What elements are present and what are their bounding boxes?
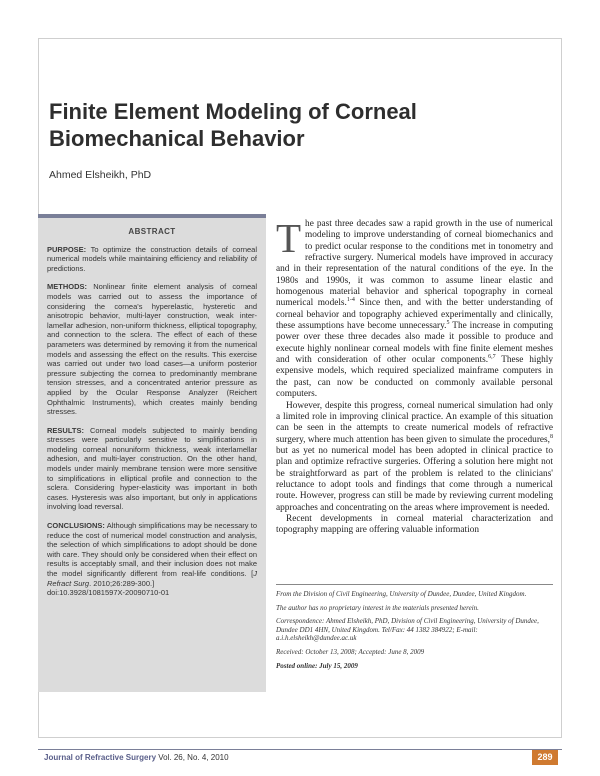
conclusions-label: CONCLUSIONS: xyxy=(47,521,105,531)
results-text: Corneal models subjected to mainly bending stresses were particularly sensitive to simplifications in modeling corneal nonuniform thickness, weak interlamellar adhesion, and multi-layer construction. On the other hand, models under mainly membrane tension were more sensitive to simplifications in elliptical profile and connection to the sclera. Considering hyper-elasticity was important in both cases. Hysteresis was also important, but only in applications involving load reversal. xyxy=(47,425,257,512)
footer-rule xyxy=(38,749,562,750)
purpose-label: PURPOSE: xyxy=(47,244,87,254)
citation-prefix: [ xyxy=(251,569,254,578)
title-line-1: Finite Element Modeling of Corneal xyxy=(49,99,417,124)
body-text xyxy=(276,215,554,537)
p1-part-d: These highly expensive models, which required specialized mainframe computers in the past, can now be conducted on commonly available personal computers. xyxy=(276,355,553,400)
ref-5: 5 xyxy=(446,320,450,326)
p1-part-c: The increase in computing power over these three decades also made it possible to produce and execute highly nonlinear corneal models with fine finite element meshes and with consideration of other ocular components. xyxy=(276,321,554,366)
article-title xyxy=(49,98,519,152)
abstract-methods xyxy=(47,282,257,416)
p1-part-b: Since then, and with the better understanding of corneal behavior and topography achieved experimentally and clinically, these assumptions have become unnecessary. xyxy=(276,298,553,332)
methods-text: Nonlinear finite element analysis of corneal models was carried out to assess the importance of considering the cornea's hyperelastic, hysteretic and anisotropic behavior, multi-layer construction, weak inter-lamellar adhesion, non-uniform thickness, elliptical topography, and connection to the sclera. The effect of each of these parameters was determined by removing it from the numerical models and assessing the effect on the results. This exercise was carried out under two load cases—a uniform posterior pressure subjecting the cornea to predominantly membrane tension stresses, and a concentrated anterior pressure as applied by the Ocular Response Analyzer (Reichert Ophthalmic Instruments), which creates mainly bending stresses. xyxy=(47,282,257,417)
doi: doi:10.3928/1081597X-20090710-01 xyxy=(47,588,170,598)
p2-part-a: However, despite this progress, corneal numerical simulation had only a limited role in improving clinical practice. An example of this situation can be seen in the attempts to create numerical models of refractive surgery, where much attention has been given to simulate the procedures, xyxy=(276,400,553,445)
ref-1-4: 1-4 xyxy=(346,297,355,304)
title-line-2: Biomechanical Behavior xyxy=(49,126,305,151)
drop-cap: T xyxy=(276,215,302,261)
citation-journal: J Refract Surg xyxy=(47,569,257,588)
page-number: 289 xyxy=(532,750,558,765)
affiliation: From the Division of Civil Engineering, University of Dundee, Dundee, United Kingdom. xyxy=(276,590,527,598)
abstract-heading: ABSTRACT xyxy=(128,227,176,236)
conclusions-text: Although simplifications may be necessary to reduce the cost of numerical model construction and analysis, the selection of which simplifications to adopt should be done with care. They should only be considered when their effect on results is acceptably small, and their inclusion does not make the model significantly different from real-life conditions. xyxy=(47,521,257,578)
abstract-results xyxy=(47,426,257,512)
received-date: Received: October 13, 2008; Accepted: June 8, 2009 xyxy=(276,647,425,656)
body-paragraph-2 xyxy=(276,401,553,514)
body-paragraph-1 xyxy=(276,215,554,401)
abstract-conclusions xyxy=(47,521,257,598)
purpose-text: To optimize the construction details of corneal numerical models while maintaining efficiency and reliability of predictions. xyxy=(47,244,258,273)
citation-details: . 2010;26:289-300.] xyxy=(89,578,155,588)
footnotes xyxy=(276,584,553,675)
body-paragraph-3: Recent developments in corneal material characterization and topography mapping are offering valuable information xyxy=(276,513,553,536)
journal-footer xyxy=(44,753,229,762)
ref-8: 8 xyxy=(550,433,553,440)
abstract-panel xyxy=(38,214,266,692)
correspondence: Correspondence: Ahmed Elsheikh, PhD, Division of Civil Engineering, University of Dundee, Dundee DD1 4HN, United Kingdom. Tel/Fax: 44 1382 384922; E-mail: a.i.h.elsheikh@dundee.ac.uk xyxy=(276,617,539,643)
p2-part-b: but as yet no numerical model has been adopted in clinical practice to plan and optimize refractive surgeries. Offering a solution here might not be straightforward as part of the problem is related to the clinicians' reluctance to adopt tools and findings that come through a numerical route. However, progress can still be made by reviewing current modeling approaches and concentrating on the areas where improvement is needed. xyxy=(276,445,553,513)
author-name: Ahmed Elsheikh, PhD xyxy=(49,169,152,181)
journal-name: Journal of Refractive Surgery xyxy=(44,753,157,762)
p1-part-a: he past three decades saw a rapid growth in the use of numerical modeling to improve understanding of corneal biomechanics and to predict ocular response to the conditions met in tonometry and refractive surgery. Numerical models have improved in accuracy and in their representation of the natural conditions of the eye. In the 1980s and 1990s, it was common to assume linear elastic and homogenous material behavior and spherical topography in corneal numerical models. xyxy=(276,219,553,309)
posted-date: Posted online: July 15, 2009 xyxy=(276,661,358,670)
results-label: RESULTS: xyxy=(47,425,84,435)
volume-info: Vol. 26, No. 4, 2010 xyxy=(156,753,229,762)
ref-6-7: 6,7 xyxy=(488,354,496,361)
disclosure: The author has no proprietary interest in the materials presented herein. xyxy=(276,603,479,612)
abstract-purpose xyxy=(47,245,257,274)
methods-label: METHODS: xyxy=(47,282,87,292)
